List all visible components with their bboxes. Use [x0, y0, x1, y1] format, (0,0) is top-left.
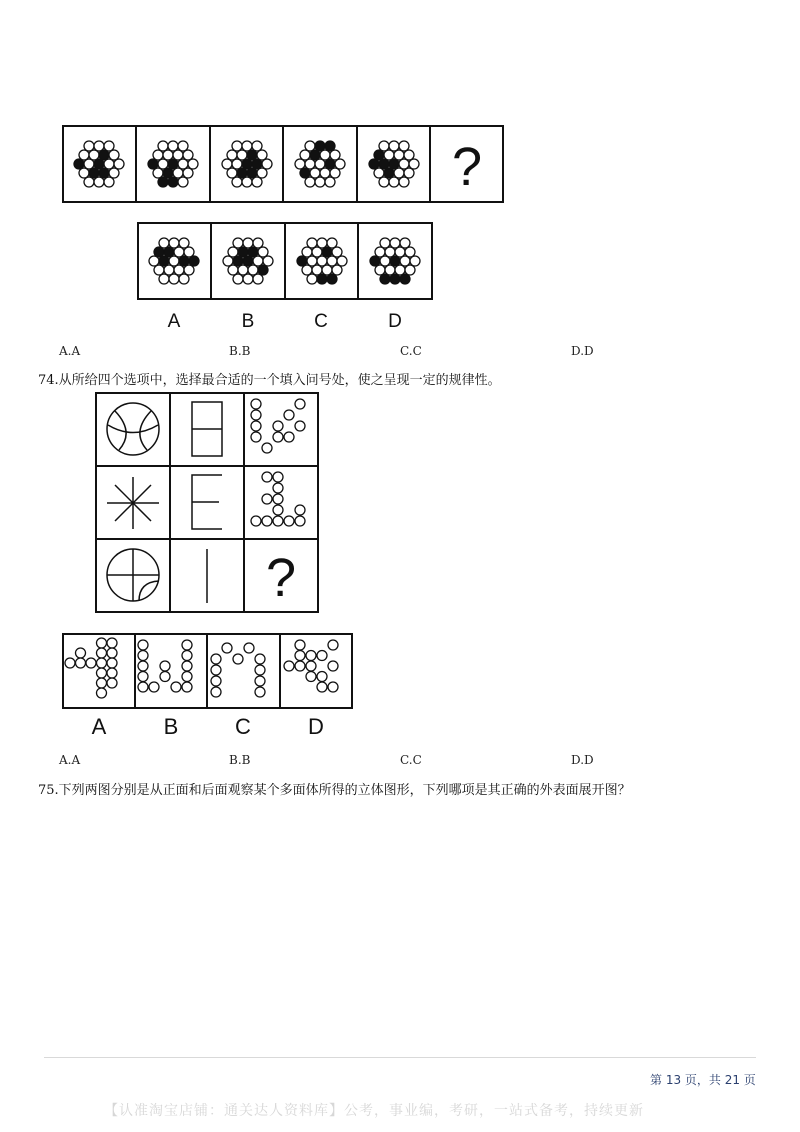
q73-dot [174, 247, 184, 257]
q73-dot [410, 256, 420, 266]
q74-candidate-label-b: B [163, 714, 179, 739]
q74-dot [97, 648, 107, 658]
q73-dot [184, 265, 194, 275]
q73-dot [300, 150, 310, 160]
q74-dot [295, 661, 305, 671]
q74-dot [306, 661, 316, 671]
q74-dot [306, 672, 316, 682]
q73-dot [404, 168, 414, 178]
q74-dot [273, 421, 283, 431]
q73-dot [232, 177, 242, 187]
q73-dot [223, 256, 233, 266]
q74-dot [255, 665, 265, 675]
q73-dot [399, 159, 409, 169]
q73-dot [390, 238, 400, 248]
q73-dot [330, 168, 340, 178]
q74-dot [295, 505, 305, 515]
q74-dot [295, 651, 305, 661]
q73-dot [394, 168, 404, 178]
q73-dot [305, 159, 315, 169]
q74-dot [97, 688, 107, 698]
q74-dot [107, 638, 117, 648]
q73-dot [320, 150, 330, 160]
q74-dot [328, 682, 338, 692]
q73-dot [312, 247, 322, 257]
q73-dot [184, 247, 194, 257]
q73-dot [380, 256, 390, 266]
q73-dot [237, 150, 247, 160]
q73-dot [258, 265, 268, 275]
q73-dot [189, 256, 199, 266]
q74-dot [182, 640, 192, 650]
q75-question-text: 75.下列两图分别是从正面和后面观察某个多面体所得的立体图形，下列哪项是其正确的外表面展开图？ [38, 783, 631, 798]
q73-dot [164, 265, 174, 275]
q73-dot [327, 274, 337, 284]
q74-question-text: 74.从所给四个选项中，选择最合适的一个填入问号处，使之呈现一定的规律性。 [38, 373, 501, 388]
q73-dot [302, 247, 312, 257]
q73-dot [335, 159, 345, 169]
q73-dot [315, 141, 325, 151]
q74-dot [273, 494, 283, 504]
q73-dot [148, 159, 158, 169]
q74-option-c[interactable]: C.C [400, 753, 422, 767]
q73-dot [104, 177, 114, 187]
q73-dot [399, 177, 409, 187]
q73-dot [159, 274, 169, 284]
q73-dot [312, 265, 322, 275]
q73-dot [252, 177, 262, 187]
q73-dot [163, 150, 173, 160]
q74-dot [211, 665, 221, 675]
q73-dot [317, 256, 327, 266]
q73-dot [153, 168, 163, 178]
q73-candidate-label-c: C [314, 311, 328, 332]
q74-dot [273, 483, 283, 493]
q74-option-b[interactable]: B.B [229, 753, 251, 767]
q73-dot [233, 256, 243, 266]
q73-dot [389, 141, 399, 151]
q74-dot [251, 399, 261, 409]
q73-dot [164, 247, 174, 257]
q73-dot [297, 256, 307, 266]
q73-dot [307, 274, 317, 284]
q74-candidate-label-c: C [235, 714, 251, 739]
q74-dot [65, 658, 75, 668]
q74-grid-figure [95, 392, 320, 614]
q73-dot [330, 150, 340, 160]
q73-dot [109, 168, 119, 178]
q74-dot [284, 661, 294, 671]
q74-dot [211, 676, 221, 686]
q73-dot [374, 168, 384, 178]
watermark-text: 【认准淘宝店铺：通关达人资料库】公考，事业编，考研，一站式备考，持续更新 [104, 1103, 644, 1119]
q73-dot [310, 150, 320, 160]
q73-dot [379, 141, 389, 151]
q74-dot [328, 661, 338, 671]
q74-dot [317, 651, 327, 661]
q74-dot [107, 658, 117, 668]
q74-dot [284, 432, 294, 442]
q74-dot [328, 640, 338, 650]
q73-dot [253, 274, 263, 284]
q73-dot [233, 238, 243, 248]
footer-divider [44, 1057, 756, 1058]
page-number: 第 13 页，共 21 页 [650, 1073, 756, 1087]
q73-dot [169, 256, 179, 266]
q74-dot [262, 516, 272, 526]
q73-dot [188, 159, 198, 169]
q73-dot [305, 177, 315, 187]
q74-dot [86, 658, 96, 668]
q73-dot [320, 168, 330, 178]
q73-dot [262, 159, 272, 169]
q73-dot [389, 159, 399, 169]
q74-candidate-label-a: A [91, 714, 107, 739]
q73-dot [325, 141, 335, 151]
q74-dot [251, 516, 261, 526]
q73-question-mark: ? [451, 137, 483, 197]
q74-dot [244, 643, 254, 653]
q73-dot [173, 150, 183, 160]
q73-dot [379, 177, 389, 187]
q74-dot [107, 648, 117, 658]
q73-dot [390, 256, 400, 266]
q74-dot [262, 472, 272, 482]
q73-dot [99, 150, 109, 160]
q74-dot [284, 516, 294, 526]
q73-dot [227, 150, 237, 160]
q74-dot [273, 472, 283, 482]
q73-dot [178, 141, 188, 151]
q73-dot [79, 150, 89, 160]
q73-dot [263, 256, 273, 266]
q73-dot [243, 256, 253, 266]
q73-dot [315, 177, 325, 187]
q74-dot [295, 421, 305, 431]
q73-dot [395, 265, 405, 275]
q73-dot [159, 256, 169, 266]
q73-dot [374, 150, 384, 160]
q73-dot [405, 265, 415, 275]
q73-dot [84, 177, 94, 187]
q73-dot [307, 256, 317, 266]
q73-dot [158, 177, 168, 187]
q73-dot [252, 159, 262, 169]
q74-dot [160, 661, 170, 671]
q73-dot [94, 159, 104, 169]
q74-dot [255, 687, 265, 697]
q74-dot [97, 678, 107, 688]
q73-dot [183, 150, 193, 160]
q74-cell-circle-cross [107, 549, 159, 601]
q73-dot [257, 168, 267, 178]
q73-dot [153, 150, 163, 160]
q73-dot [178, 177, 188, 187]
q73-dot [233, 274, 243, 284]
q73-dot [104, 159, 114, 169]
q74-dot [262, 494, 272, 504]
q73-dot [237, 168, 247, 178]
q73-dot [332, 247, 342, 257]
q74-dot [273, 432, 283, 442]
q73-candidate-label-d: D [388, 311, 402, 332]
q73-dot [248, 265, 258, 275]
q73-dot [399, 141, 409, 151]
q74-option-a[interactable]: A.A [59, 753, 81, 767]
q74-dot [138, 640, 148, 650]
q74-dot [182, 661, 192, 671]
q73-dot [369, 159, 379, 169]
q73-dot [247, 150, 257, 160]
q73-sequence-figure [62, 125, 504, 203]
q73-dot [315, 159, 325, 169]
q73-dot [337, 256, 347, 266]
q74-dot [107, 668, 117, 678]
q73-dot [379, 159, 389, 169]
q73-dot [174, 265, 184, 275]
q74-dot [273, 505, 283, 515]
q73-candidates-figure [137, 222, 433, 334]
q74-dot [317, 672, 327, 682]
q73-dot [242, 141, 252, 151]
q73-dot [238, 247, 248, 257]
q74-dot [306, 651, 316, 661]
q74-dot [295, 640, 305, 650]
q73-dot [79, 168, 89, 178]
q73-dot [94, 177, 104, 187]
q73-dot [114, 159, 124, 169]
q73-dot [327, 256, 337, 266]
q73-dot [375, 265, 385, 275]
q74-dot [295, 399, 305, 409]
q74-dot [107, 678, 117, 688]
q73-dot [168, 141, 178, 151]
q73-dot [247, 168, 257, 178]
q73-dot [84, 141, 94, 151]
q73-dot [385, 265, 395, 275]
q73-dot [332, 265, 342, 275]
q73-dot [89, 168, 99, 178]
q73-dot [394, 150, 404, 160]
q73-dot [99, 168, 109, 178]
q73-dot [158, 141, 168, 151]
q73-dot [149, 256, 159, 266]
q73-dot [384, 150, 394, 160]
q73-dot [400, 274, 410, 284]
q73-dot [243, 274, 253, 284]
q74-dot [233, 654, 243, 664]
q73-dot [257, 150, 267, 160]
q73-dot [179, 256, 189, 266]
q74-dot [149, 682, 159, 692]
q73-dot [154, 265, 164, 275]
q73-dot [325, 159, 335, 169]
q74-dot [97, 668, 107, 678]
q73-dot [409, 159, 419, 169]
q73-dot [302, 265, 312, 275]
q73-dot [370, 256, 380, 266]
q73-dot [300, 168, 310, 178]
q74-dot [97, 658, 107, 668]
q74-dot [255, 654, 265, 664]
q74-candidates-figure [62, 633, 354, 743]
q74-option-d[interactable]: D.D [571, 753, 594, 767]
q73-dot [390, 274, 400, 284]
q73-option-b[interactable]: B.B [229, 344, 251, 358]
q73-dot [322, 265, 332, 275]
q73-option-c[interactable]: C.C [400, 344, 422, 358]
q73-dot [400, 238, 410, 248]
q73-dot [389, 177, 399, 187]
q73-dot [307, 238, 317, 248]
q73-dot [228, 247, 238, 257]
q73-dot [238, 265, 248, 275]
q73-dot [232, 159, 242, 169]
q73-dot [395, 247, 405, 257]
q73-dot [305, 141, 315, 151]
q73-dot [232, 141, 242, 151]
q73-candidate-label-b: B [241, 311, 255, 332]
q73-dot [248, 247, 258, 257]
q73-dot [158, 159, 168, 169]
q74-candidate-label-d: D [308, 714, 324, 739]
q73-dot [159, 238, 169, 248]
q74-dot [251, 410, 261, 420]
q74-dot [138, 682, 148, 692]
q73-option-a[interactable]: A.A [59, 344, 81, 358]
q73-dot [242, 177, 252, 187]
q74-dot [182, 651, 192, 661]
q74-dot [76, 648, 86, 658]
q73-dot [405, 247, 415, 257]
q73-dot [325, 177, 335, 187]
q73-dot [179, 274, 189, 284]
q73-dot [178, 159, 188, 169]
q74-dot [182, 672, 192, 682]
q74-dot [182, 682, 192, 692]
q73-dot [179, 238, 189, 248]
q73-dot [253, 256, 263, 266]
q73-dot [84, 159, 94, 169]
q73-dot [327, 238, 337, 248]
q73-dot [242, 159, 252, 169]
q73-dot [375, 247, 385, 257]
q73-dot [154, 247, 164, 257]
q74-dot [138, 661, 148, 671]
q73-candidate-label-a: A [167, 311, 181, 332]
q73-dot [89, 150, 99, 160]
q73-dot [295, 159, 305, 169]
q73-dot [173, 168, 183, 178]
q73-dot [252, 141, 262, 151]
q73-dot [222, 159, 232, 169]
q73-dot [385, 247, 395, 257]
q74-dot [76, 658, 86, 668]
q73-dot [169, 274, 179, 284]
q74-dot [317, 682, 327, 692]
q74-dot [211, 687, 221, 697]
q73-dot [253, 238, 263, 248]
q73-dot [94, 141, 104, 151]
q74-dot [222, 643, 232, 653]
q73-dot [384, 168, 394, 178]
q74-dot [273, 516, 283, 526]
q73-dot [168, 177, 178, 187]
q73-dot [227, 168, 237, 178]
q74-dot [251, 421, 261, 431]
q73-option-d[interactable]: D.D [571, 344, 594, 358]
q74-dot [284, 410, 294, 420]
q73-dot [317, 238, 327, 248]
q74-dot [295, 516, 305, 526]
q73-dot [404, 150, 414, 160]
q73-dot [74, 159, 84, 169]
q73-dot [228, 265, 238, 275]
q73-dot [243, 238, 253, 248]
q74-dot [97, 638, 107, 648]
q73-dot [258, 247, 268, 257]
q73-dot [400, 256, 410, 266]
q74-dot [211, 654, 221, 664]
q74-dot [171, 682, 181, 692]
q73-dot [317, 274, 327, 284]
q74-dot [138, 672, 148, 682]
q73-dot [183, 168, 193, 178]
q73-dot [380, 274, 390, 284]
q74-dot [255, 676, 265, 686]
q73-dot [322, 247, 332, 257]
q74-question-mark: ? [265, 548, 297, 608]
q74-dot [262, 443, 272, 453]
q73-dot [104, 141, 114, 151]
q74-dot [251, 432, 261, 442]
q74-dot [160, 672, 170, 682]
q73-dot [168, 159, 178, 169]
q73-dot [169, 238, 179, 248]
q73-dot [109, 150, 119, 160]
q73-dot [163, 168, 173, 178]
q73-dot [380, 238, 390, 248]
q74-dot [138, 651, 148, 661]
q73-dot [310, 168, 320, 178]
